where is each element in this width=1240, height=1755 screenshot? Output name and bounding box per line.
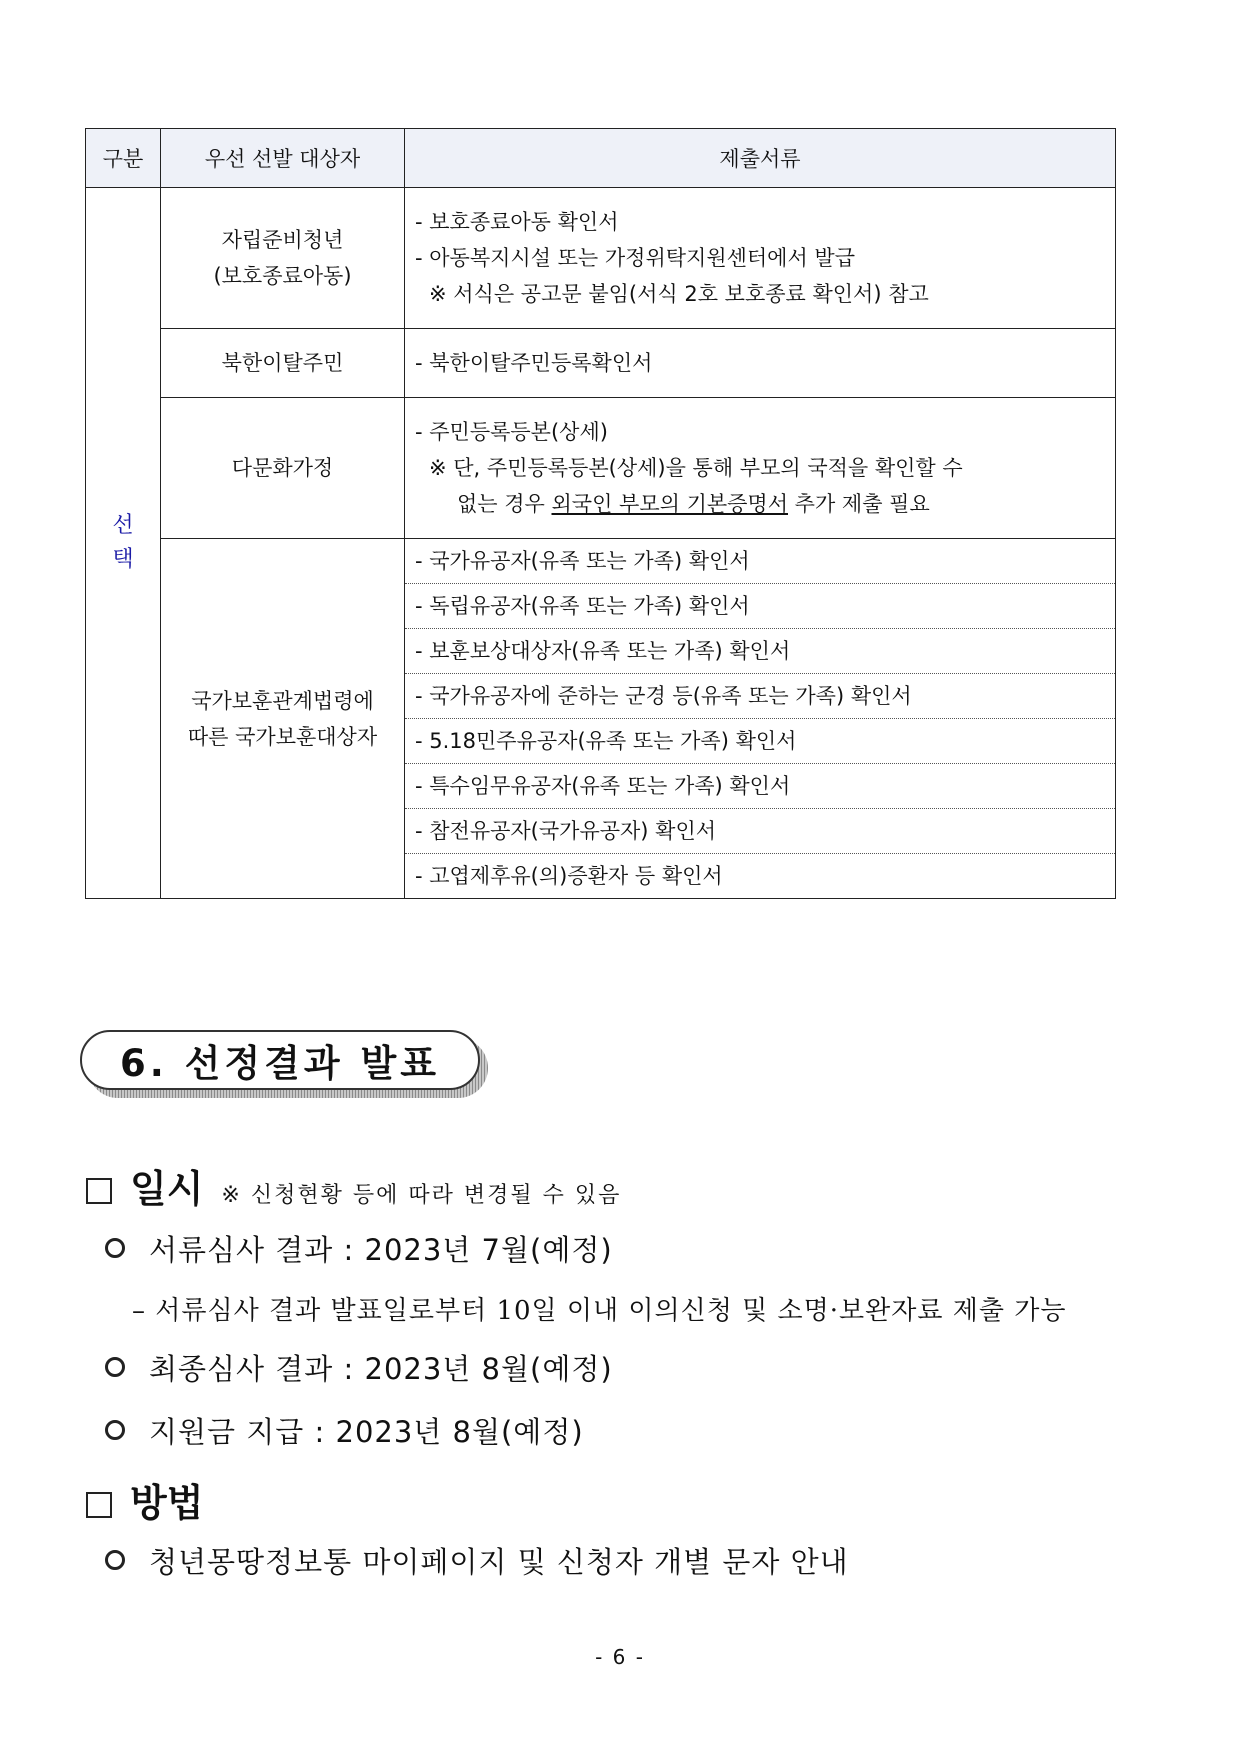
document-item: - 국가유공자(유족 또는 가족) 확인서 xyxy=(405,539,1116,584)
schedule-subitem-text: – 서류심사 결과 발표일로부터 10일 이내 이의신청 및 소명·보완자료 제출 가능 xyxy=(132,1296,1067,1326)
document-item: - 국가유공자에 준하는 군경 등(유족 또는 가족) 확인서 xyxy=(405,674,1116,719)
schedule-subitem xyxy=(132,1290,1066,1327)
table-row xyxy=(86,188,1116,329)
circle-bullet-icon xyxy=(105,1550,125,1570)
schedule-item xyxy=(105,1228,613,1269)
schedule-item-text: 서류심사 결과 : 2023년 7월(예정) xyxy=(149,1233,613,1267)
header-target: 우선 선발 대상자 xyxy=(161,129,405,188)
schedule-item-text: 지원금 지급 : 2023년 8월(예정) xyxy=(149,1415,584,1449)
note-text: 없는 경우 xyxy=(457,492,552,516)
target-label: 북한이탈주민 xyxy=(221,351,344,375)
schedule-item xyxy=(105,1410,584,1451)
target-label: 자립준비청년 xyxy=(221,228,344,252)
schedule-heading-row xyxy=(86,1158,621,1213)
header-documents: 제출서류 xyxy=(405,129,1116,188)
header-category: 구분 xyxy=(86,129,161,188)
document-note: ※ 서식은 공고문 붙임(서식 2호 보호종료 확인서) 참고 xyxy=(429,282,929,306)
square-bullet-icon xyxy=(86,1492,112,1518)
underlined-requirement: 외국인 부모의 기본증명서 xyxy=(551,492,788,516)
documents-cell xyxy=(405,329,1116,398)
category-char: 택 xyxy=(112,547,134,572)
target-cell xyxy=(161,398,405,539)
documents-cell xyxy=(405,188,1116,329)
document-item: - 5.18민주유공자(유족 또는 가족) 확인서 xyxy=(405,719,1116,764)
square-bullet-icon xyxy=(86,1178,112,1204)
note-text: 추가 제출 필요 xyxy=(788,492,930,516)
method-heading: 방법 xyxy=(130,1481,204,1525)
document-item: - 보호종료아동 확인서 xyxy=(415,210,619,234)
target-cell xyxy=(161,539,405,899)
document-item: - 보훈보상대상자(유족 또는 가족) 확인서 xyxy=(405,629,1116,674)
category-char: 선 xyxy=(112,513,134,538)
document-item: - 독립유공자(유족 또는 가족) 확인서 xyxy=(405,584,1116,629)
schedule-note: ※ 신청현황 등에 따라 변경될 수 있음 xyxy=(221,1183,622,1208)
document-item: - 참전유공자(국가유공자) 확인서 xyxy=(405,809,1116,854)
page-number: - 6 - xyxy=(595,1645,645,1669)
target-label: 따른 국가보훈대상자 xyxy=(187,724,378,749)
document-item: - 고엽제후유(의)증환자 등 확인서 xyxy=(405,854,1116,899)
section-title: 6. 선정결과 발표 xyxy=(80,1030,480,1090)
table-header-row xyxy=(86,129,1116,188)
schedule-heading: 일시 xyxy=(130,1167,204,1211)
documents-cell xyxy=(405,398,1116,539)
target-cell xyxy=(161,188,405,329)
document-item: - 특수임무유공자(유족 또는 가족) 확인서 xyxy=(405,764,1116,809)
document-item: - 북한이탈주민등록확인서 xyxy=(415,351,653,375)
document-note-cont xyxy=(415,486,1101,522)
table-row xyxy=(86,329,1116,398)
method-item xyxy=(105,1540,849,1581)
target-label: (보호종료아동) xyxy=(213,264,352,288)
table-row xyxy=(86,539,1116,584)
priority-selection-table xyxy=(85,128,1116,899)
target-label: 국가보훈관계법령에 xyxy=(191,688,374,713)
table-row xyxy=(86,398,1116,539)
method-heading-row xyxy=(86,1472,203,1527)
schedule-item xyxy=(105,1347,613,1388)
document-note: ※ 단, 주민등록등본(상세)을 통해 부모의 국적을 확인할 수 xyxy=(429,456,963,480)
section-heading xyxy=(80,1030,490,1102)
category-cell xyxy=(86,188,161,899)
target-label: 다문화가정 xyxy=(231,456,334,480)
method-item-text: 청년몽땅정보통 마이페이지 및 신청자 개별 문자 안내 xyxy=(149,1545,849,1579)
circle-bullet-icon xyxy=(105,1420,125,1440)
document-item: - 아동복지시설 또는 가정위탁지원센터에서 발급 xyxy=(415,246,855,270)
schedule-item-text: 최종심사 결과 : 2023년 8월(예정) xyxy=(149,1352,613,1386)
circle-bullet-icon xyxy=(105,1238,125,1258)
target-cell xyxy=(161,329,405,398)
document-item: - 주민등록등본(상세) xyxy=(415,420,608,444)
circle-bullet-icon xyxy=(105,1357,125,1377)
